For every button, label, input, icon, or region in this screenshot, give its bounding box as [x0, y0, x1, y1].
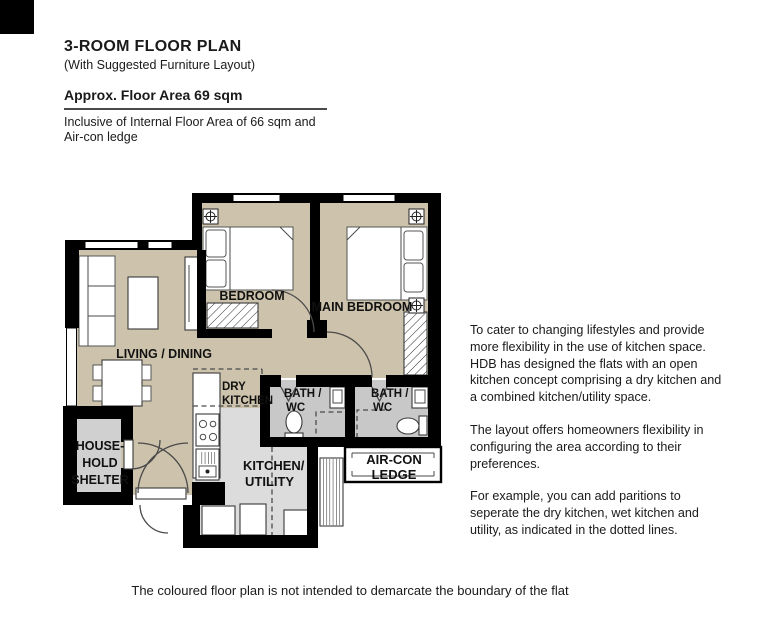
shelter-door-leaf	[124, 440, 133, 469]
floor-area-heading: Approx. Floor Area 69 sqm	[64, 87, 243, 103]
aircon-ledge-label: LEDGE	[371, 467, 417, 482]
drying-rack-slats	[321, 459, 342, 525]
description-paragraph: For example, you can add paritions to seperate the dry kitchen, wet kitchen and utility, as indicated in the dotted lines.	[470, 489, 699, 537]
description-paragraph: The layout offers homeowners flexibility in configuring the area according to their preferences.	[470, 422, 704, 471]
description-column	[470, 322, 727, 555]
drainboard	[199, 452, 216, 464]
wardrobe-hatch	[404, 312, 427, 375]
kitchen-utility-label: KITCHEN/	[243, 458, 305, 473]
dry-kitchen-label: DRY	[222, 381, 246, 393]
aircon-point-icon	[409, 209, 424, 224]
window	[148, 242, 172, 249]
pillow	[404, 263, 423, 292]
bath1-label: WC	[286, 402, 306, 414]
household-shelter-label: SHELTER	[71, 473, 129, 487]
pillow	[206, 260, 226, 287]
stove	[196, 414, 219, 446]
appliance	[202, 506, 235, 535]
pillow	[206, 230, 226, 257]
toilet	[286, 411, 302, 433]
bedroom-label: BEDROOM	[219, 289, 285, 303]
sink-drain	[206, 470, 210, 474]
aircon-point-icon	[203, 209, 218, 224]
wardrobe-hatch	[207, 303, 258, 328]
page-subtitle: (With Suggested Furniture Layout)	[64, 58, 256, 72]
bath2-label: WC	[373, 402, 393, 414]
entrance-door-swing	[140, 505, 168, 533]
area-note-line1: Inclusive of Internal Floor Area of 66 sqm and	[64, 115, 316, 129]
entrance-door-leaf	[136, 488, 186, 499]
appliance	[240, 504, 266, 535]
dining-chair	[142, 365, 151, 380]
window	[233, 195, 280, 202]
dry-kitchen-label: KITCHEN	[222, 395, 274, 407]
living-dining-label: LIVING / DINING	[116, 347, 212, 361]
window	[67, 328, 77, 406]
toilet-tank	[419, 416, 427, 435]
main-bedroom-label: MAIN BEDROOM	[311, 300, 413, 314]
bath2-label: BATH /	[371, 388, 409, 400]
household-shelter-label: HOUSE-	[75, 439, 125, 453]
bath1-label: BATH /	[284, 388, 322, 400]
toilet	[397, 418, 419, 434]
description-paragraph: To cater to changing lifestyles and provide more flexibility in the use of kitchen space. HDB has designed the flats with an open kitchen concept comprising a dry kitchen and a combined kitchen/utility space.	[470, 323, 722, 405]
pillow	[404, 231, 423, 260]
dining-chair	[142, 386, 151, 401]
dining-chair	[93, 386, 102, 401]
area-note-line2: Air-con ledge	[64, 129, 138, 144]
dining-chair	[93, 365, 102, 380]
coffee-table	[128, 277, 158, 329]
appliance	[284, 510, 311, 536]
page-title: 3-ROOM FLOOR PLAN	[64, 38, 242, 55]
tv-console	[185, 257, 198, 330]
aircon-ledge-label: AIR-CON	[366, 452, 422, 467]
footer-note: The coloured floor plan is not intended to demarcate the boundary of the flat	[131, 583, 569, 598]
window	[343, 195, 395, 202]
household-shelter-label: HOLD	[82, 456, 118, 470]
dining-table	[102, 360, 142, 406]
kitchen-utility-label: UTILITY	[245, 474, 295, 489]
window	[85, 242, 138, 249]
sofa	[79, 256, 115, 346]
